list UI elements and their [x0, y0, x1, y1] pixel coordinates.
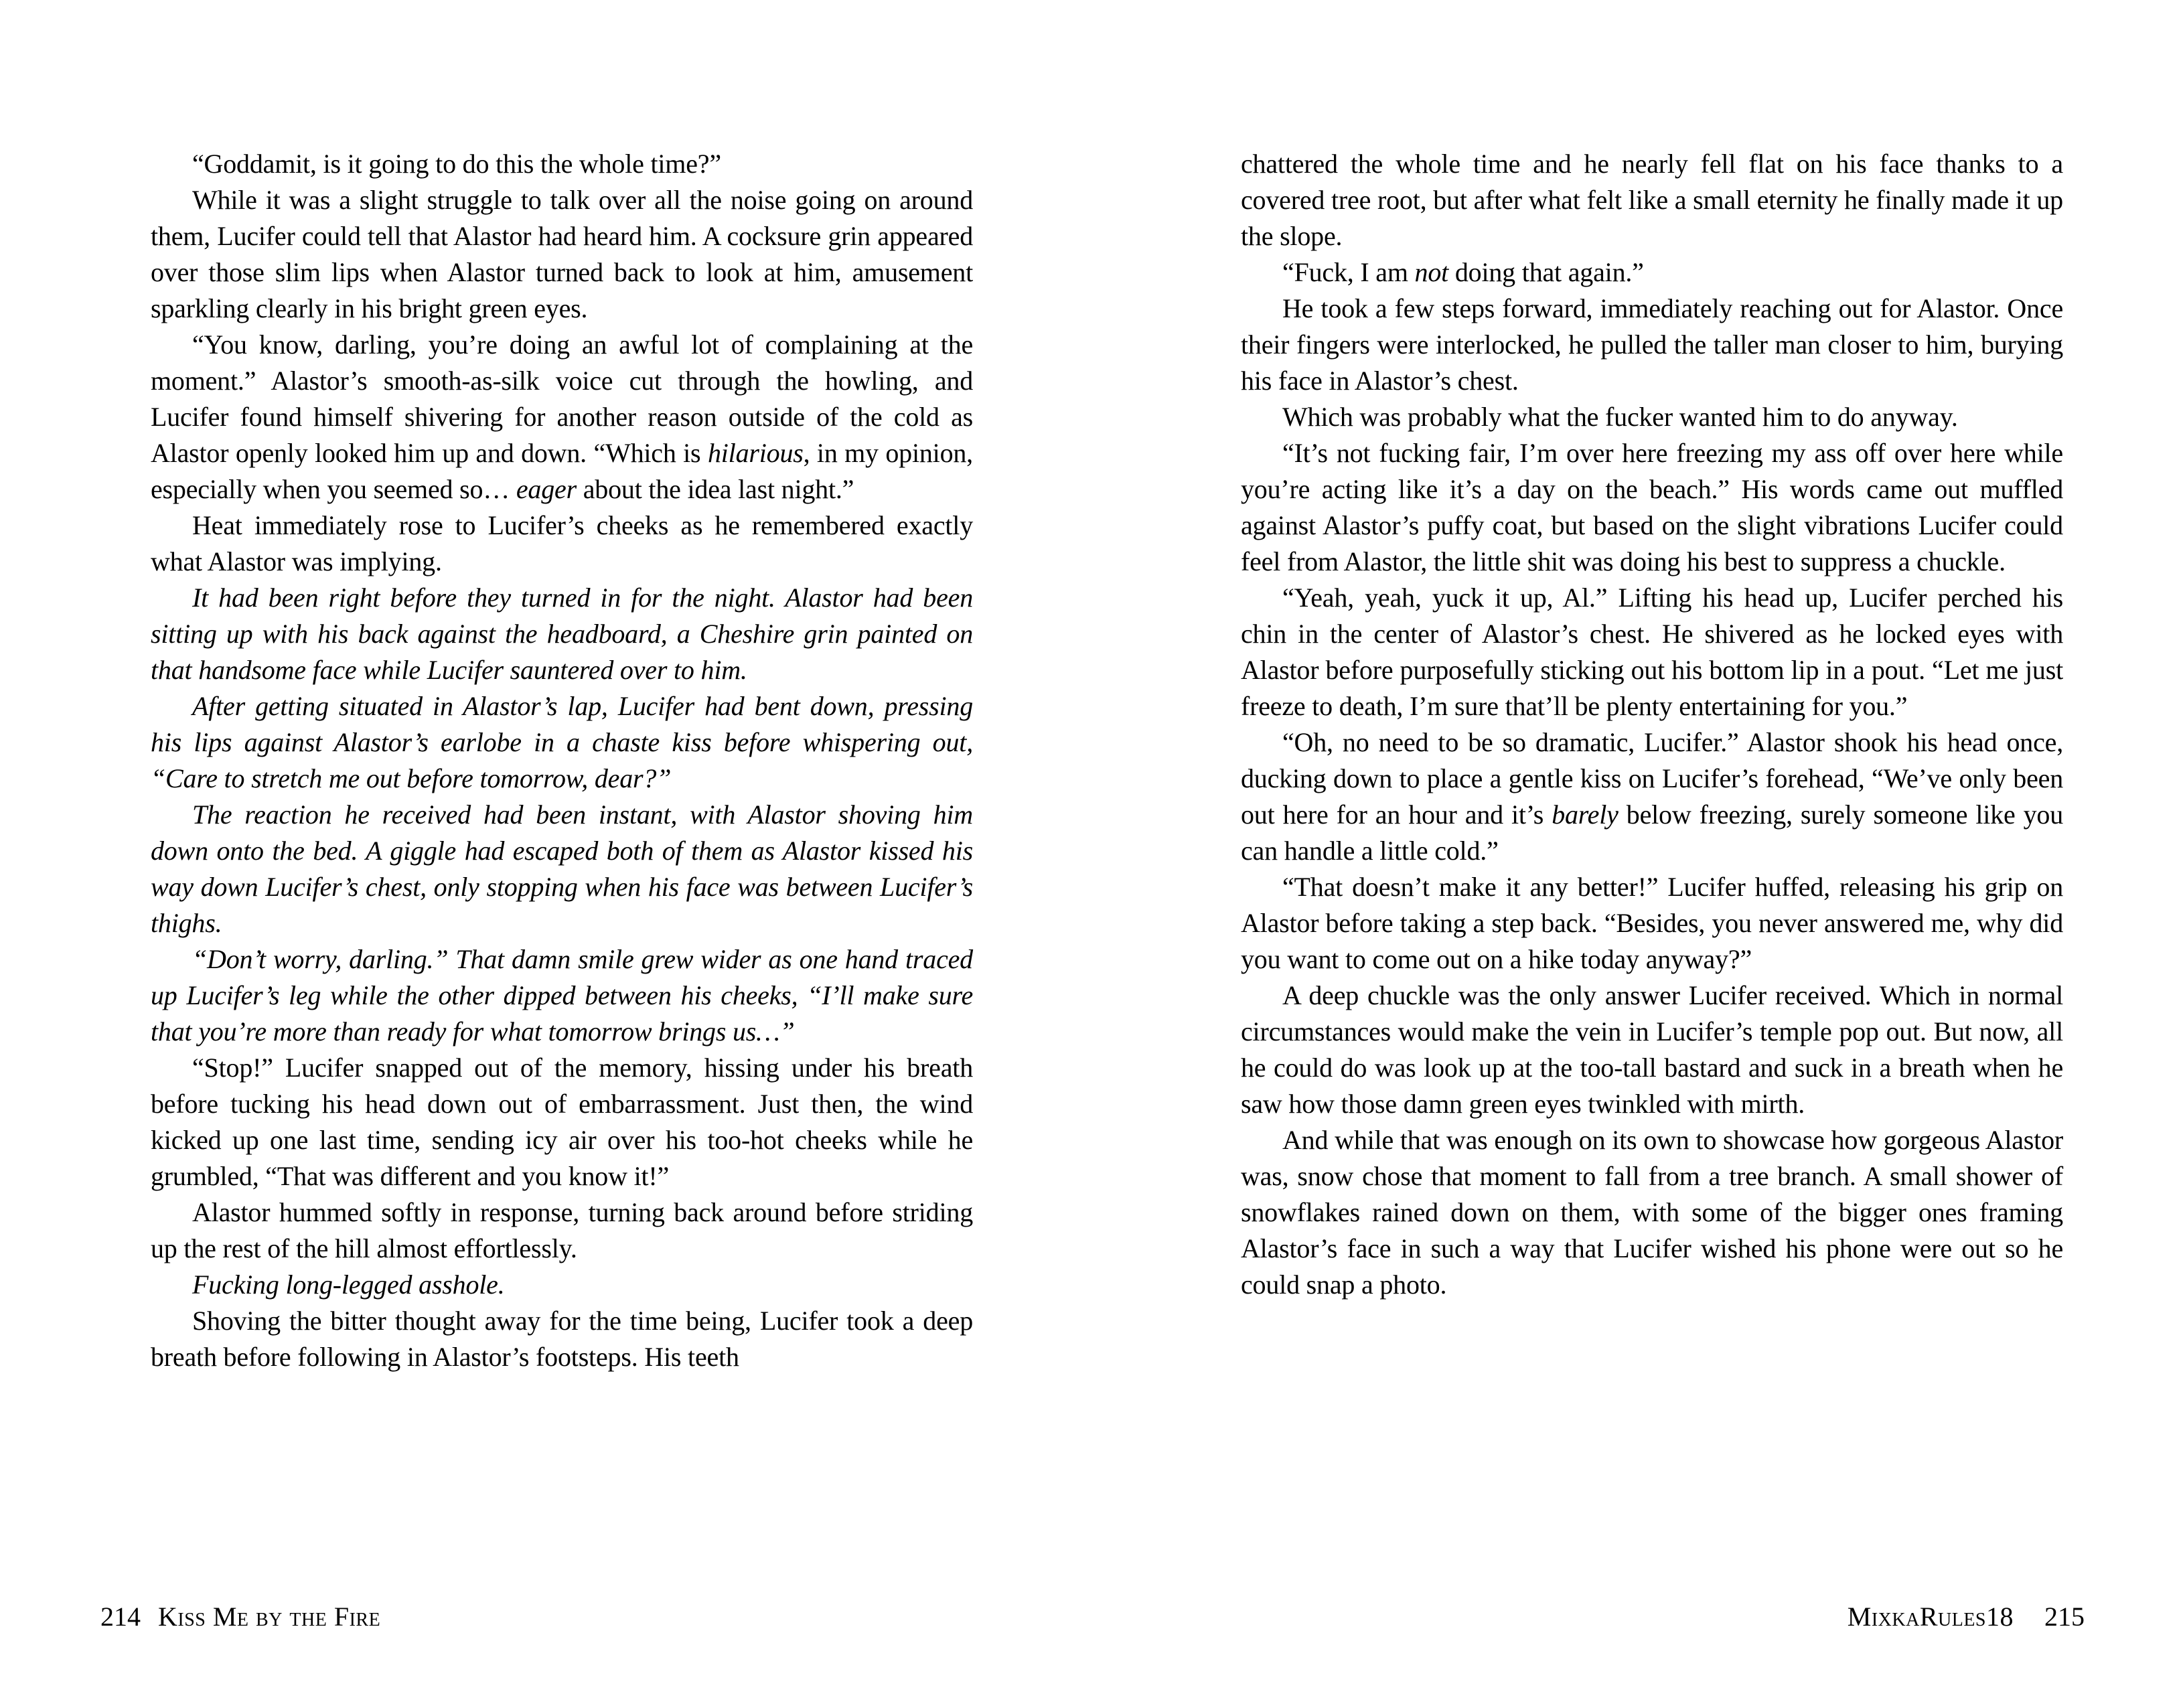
body-text: “Fuck, I am	[1282, 257, 1415, 287]
body-text: Fucking long-legged asshole.	[192, 1269, 505, 1300]
paragraph	[1241, 869, 2063, 978]
body-text: “You know, darling, you’re doing an awful lot of complaining at the moment.” Alastor’s smooth-as-silk voice cut through the howling, and Lucifer found himself shivering for another reason outside of the cold as Alastor openly looked him up and down. “Which is	[151, 329, 973, 468]
paragraph	[1241, 254, 2063, 291]
body-text: “Don’t worry, darling.” That damn smile grew wider as one hand traced up Lucifer’s leg while the other dipped between his cheeks, “I’ll make sure that you’re more than ready for what tomorrow brings us…”	[151, 944, 973, 1046]
paragraph	[1241, 399, 2063, 435]
right-page-number: 215	[2044, 1602, 2085, 1632]
paragraph	[151, 1303, 973, 1375]
body-text: Which was probably what the fucker wanted him to do anyway.	[1282, 402, 1958, 432]
right-page-footer	[1848, 1602, 2085, 1632]
emphasized-text: not	[1414, 257, 1449, 287]
paragraph	[151, 146, 973, 182]
paragraph	[151, 688, 973, 797]
body-text: “That doesn’t make it any better!” Lucifer huffed, releasing his grip on Alastor before taking a step back. “Besides, you never answered me, why did you want to come out on a hike today anyway?”	[1241, 872, 2063, 974]
emphasized-text: hilarious	[707, 438, 804, 468]
left-page-number: 214	[100, 1602, 141, 1632]
paragraph	[151, 1267, 973, 1303]
left-page-footer	[100, 1602, 380, 1632]
body-text: “It’s not fucking fair, I’m over here freezing my ass off over here while you’re acting like it’s a day on the beach.” His words came out muffled against Alastor’s puffy coat, but based on the slight vibrations Lucifer could feel from Alastor, the little shit was doing his best to suppress a chuckle.	[1241, 438, 2063, 576]
paragraph	[1241, 580, 2063, 724]
body-text: Heat immediately rose to Lucifer’s cheeks as he remembered exactly what Alastor was implying.	[151, 510, 973, 576]
body-text: about the idea last night.”	[576, 474, 854, 504]
body-text: “Yeah, yeah, yuck it up, Al.” Lifting his head up, Lucifer perched his chin in the center of Alastor’s chest. He shivered as he locked eyes with Alastor before purposefully sticking out his bottom lip in a pout. “Let me just freeze to death, I’m sure that’ll be plenty entertaining for you.”	[1241, 583, 2063, 721]
body-text: Alastor hummed softly in response, turning back around before striding up the rest of the hill almost effortlessly.	[151, 1197, 973, 1263]
body-text: “Goddamit, is it going to do this the whole time?”	[192, 149, 721, 179]
emphasized-text: eager	[516, 474, 577, 504]
paragraph	[151, 182, 973, 327]
paragraph	[151, 1194, 973, 1267]
paragraph	[151, 797, 973, 941]
paragraph	[1241, 435, 2063, 580]
paragraph	[151, 580, 973, 688]
paragraph	[1241, 1122, 2063, 1303]
body-text: A deep chuckle was the only answer Lucifer received. Which in normal circumstances would make the vein in Lucifer’s temple pop out. But now, all he could do was look up at the too-tall bastard and suck in a breath when he saw how those damn green eyes twinkled with mirth.	[1241, 980, 2063, 1119]
paragraph	[151, 327, 973, 508]
paragraph	[1241, 146, 2063, 254]
body-text: The reaction he received had been instant, with Alastor shoving him down onto the bed. A giggle had escaped both of them as Alastor kissed his way down Lucifer’s chest, only stopping when his face was between Lucifer’s thighs.	[151, 799, 973, 938]
body-text: And while that was enough on its own to showcase how gorgeous Alastor was, snow chose that moment to fall from a tree branch. A small shower of snowflakes rained down on them, with some of the bigger ones framing Alastor’s face in such a way that Lucifer wished his phone were out so he could snap a photo.	[1241, 1125, 2063, 1300]
emphasized-text: barely	[1552, 799, 1619, 830]
body-text: Shoving the bitter thought away for the time being, Lucifer took a deep breath before following in Alastor’s footsteps. His teeth	[151, 1306, 973, 1372]
body-text: doing that again.”	[1448, 257, 1644, 287]
right-page-text	[1241, 146, 2063, 1303]
paragraph	[151, 508, 973, 580]
left-page-text	[151, 146, 973, 1375]
body-text: After getting situated in Alastor’s lap, Lucifer had bent down, pressing his lips against Alastor’s earlobe in a chaste kiss before whispering out, “Care to stretch me out before tomorrow, dear?”	[151, 691, 973, 793]
body-text: While it was a slight struggle to talk over all the noise going on around them, Lucifer could tell that Alastor had heard him. A cocksure grin appeared over those slim lips when Alastor turned back to look at him, amusement sparkling clearly in his bright green eyes.	[151, 185, 973, 323]
running-title: Kiss Me by the Fire	[158, 1602, 381, 1632]
paragraph	[151, 941, 973, 1050]
body-text: “Stop!” Lucifer snapped out of the memory, hissing under his breath before tucking his head down out of embarrassment. Just then, the wind kicked up one last time, sending icy air over his too-hot cheeks while he grumbled, “That was different and you know it!”	[151, 1053, 973, 1191]
paragraph	[1241, 978, 2063, 1122]
body-text: below freezing, surely someone like you can handle a little cold.”	[1241, 799, 2063, 866]
body-text: “Oh, no need to be so dramatic, Lucifer.” Alastor shook his head once, ducking down to place a gentle kiss on Lucifer’s forehead, “We’ve only been out here for an hour and it’s	[1241, 727, 2063, 830]
author-name: MixkaRules18	[1847, 1602, 2014, 1632]
body-text: It had been right before they turned in for the night. Alastor had been sitting up with his back against the headboard, a Cheshire grin painted on that handsome face while Lucifer sauntered over to him.	[151, 583, 973, 685]
body-text: He took a few steps forward, immediately reaching out for Alastor. Once their fingers were interlocked, he pulled the taller man closer to him, burying his face in Alastor’s chest.	[1241, 293, 2063, 396]
paragraph	[1241, 724, 2063, 869]
body-text: , in my opinion, especially when you seemed so…	[151, 438, 973, 504]
paragraph	[151, 1050, 973, 1194]
paragraph	[1241, 291, 2063, 399]
body-text: chattered the whole time and he nearly fell flat on his face thanks to a covered tree root, but after what felt like a small eternity he finally made it up the slope.	[1241, 149, 2063, 251]
